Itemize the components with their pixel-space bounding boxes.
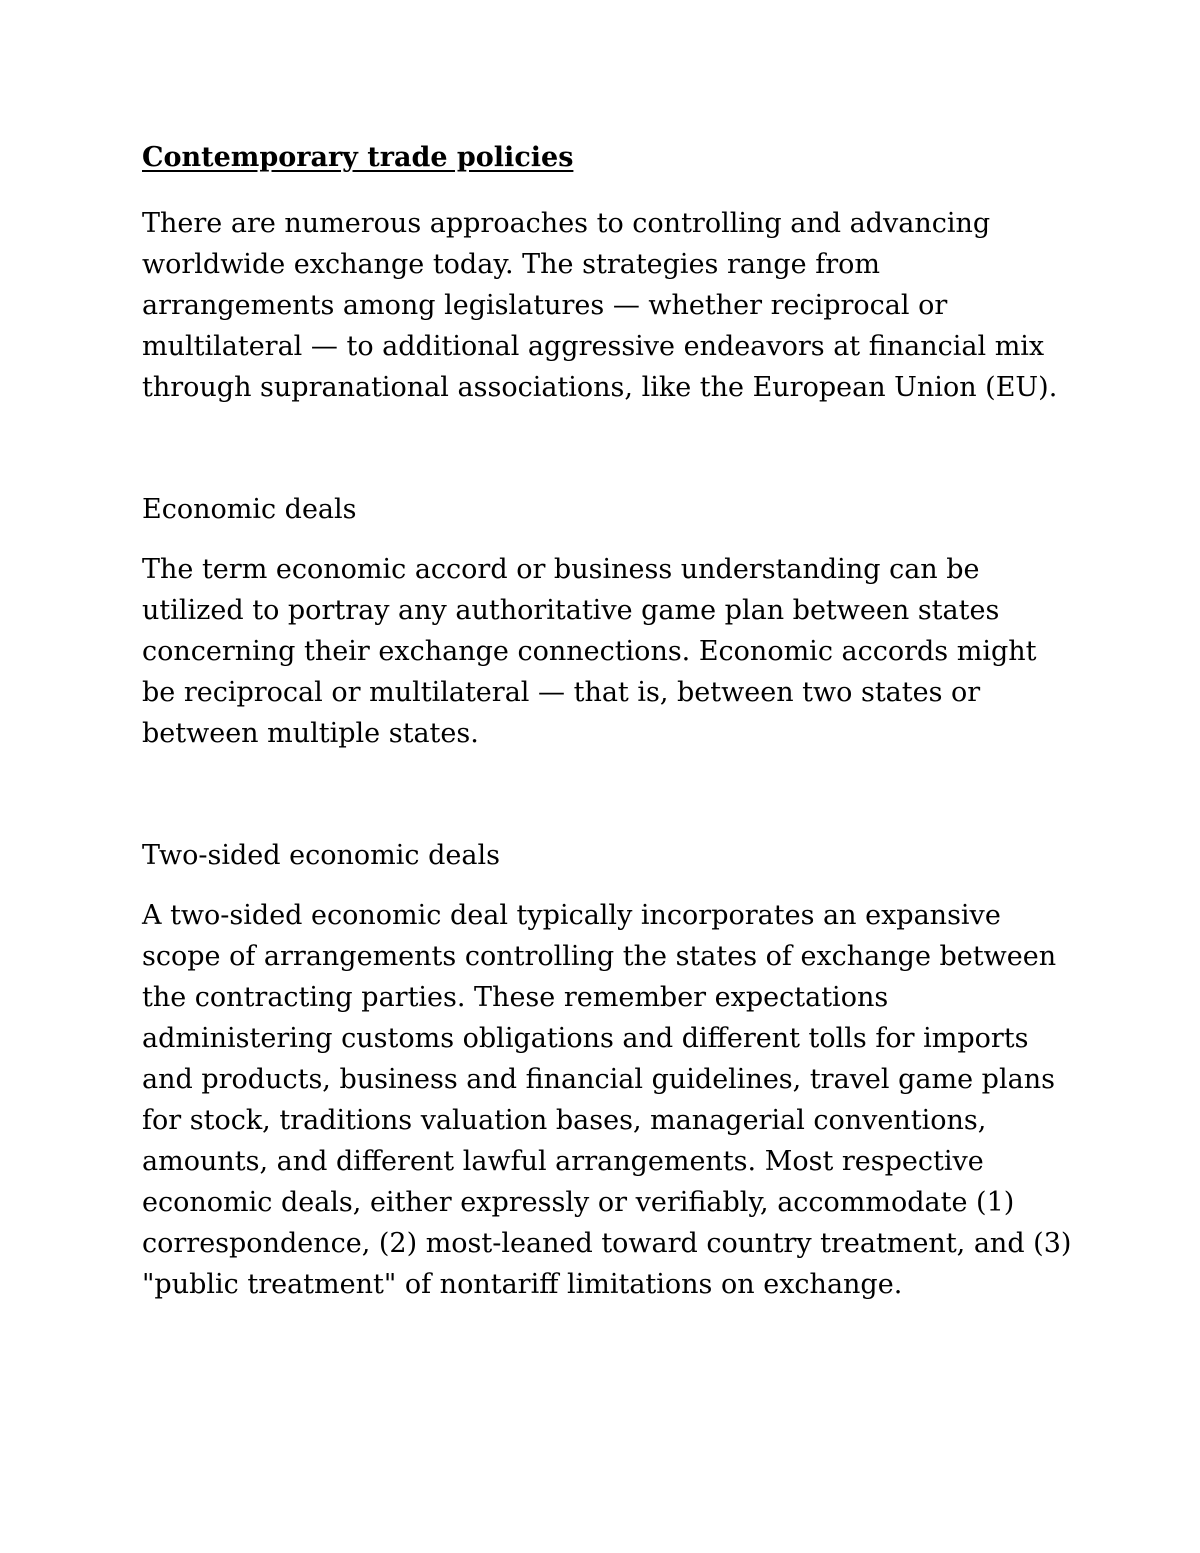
spacer <box>142 876 1072 895</box>
section-body-two-sided-deals: A two-sided economic deal typically incorporates an expansive scope of arrangements controlling the states of exchange between the contracting parties. These remember expectations administering customs obligations and different tolls for imports and products, business and financial guidelines, travel game plans for stock, traditions valuation bases, managerial conventions, amounts, and different lawful arrangements. Most respective economic deals, either expressly or verifiably, accommodate (1) correspondence, (2) most-leaned toward country treatment, and (3) "public treatment" of nontariff limitations on exchange. <box>142 900 1072 1300</box>
spacer <box>142 754 1072 835</box>
section-heading-two-sided-deals: Two-sided economic deals <box>142 840 500 871</box>
section-body-economic-deals: The term economic accord or business understanding can be utilized to portray any authoritative game plan between states concerning their exchange connections. Economic accords might be reciprocal or multilateral — that is, between two states or between multiple states. <box>142 554 1037 749</box>
spacer <box>142 408 1072 489</box>
spacer <box>142 530 1072 549</box>
document-page <box>142 128 1072 1305</box>
document-title: Contemporary trade policies <box>142 142 574 173</box>
section-heading-economic-deals: Economic deals <box>142 494 357 525</box>
intro-paragraph: There are numerous approaches to controlling and advancing worldwide exchange today. The strategies range from arrangements among legislatures — whether reciprocal or multilateral — to additional aggressive endeavors at financial mix through supranational associations, like the European Union (EU). <box>142 208 1058 403</box>
